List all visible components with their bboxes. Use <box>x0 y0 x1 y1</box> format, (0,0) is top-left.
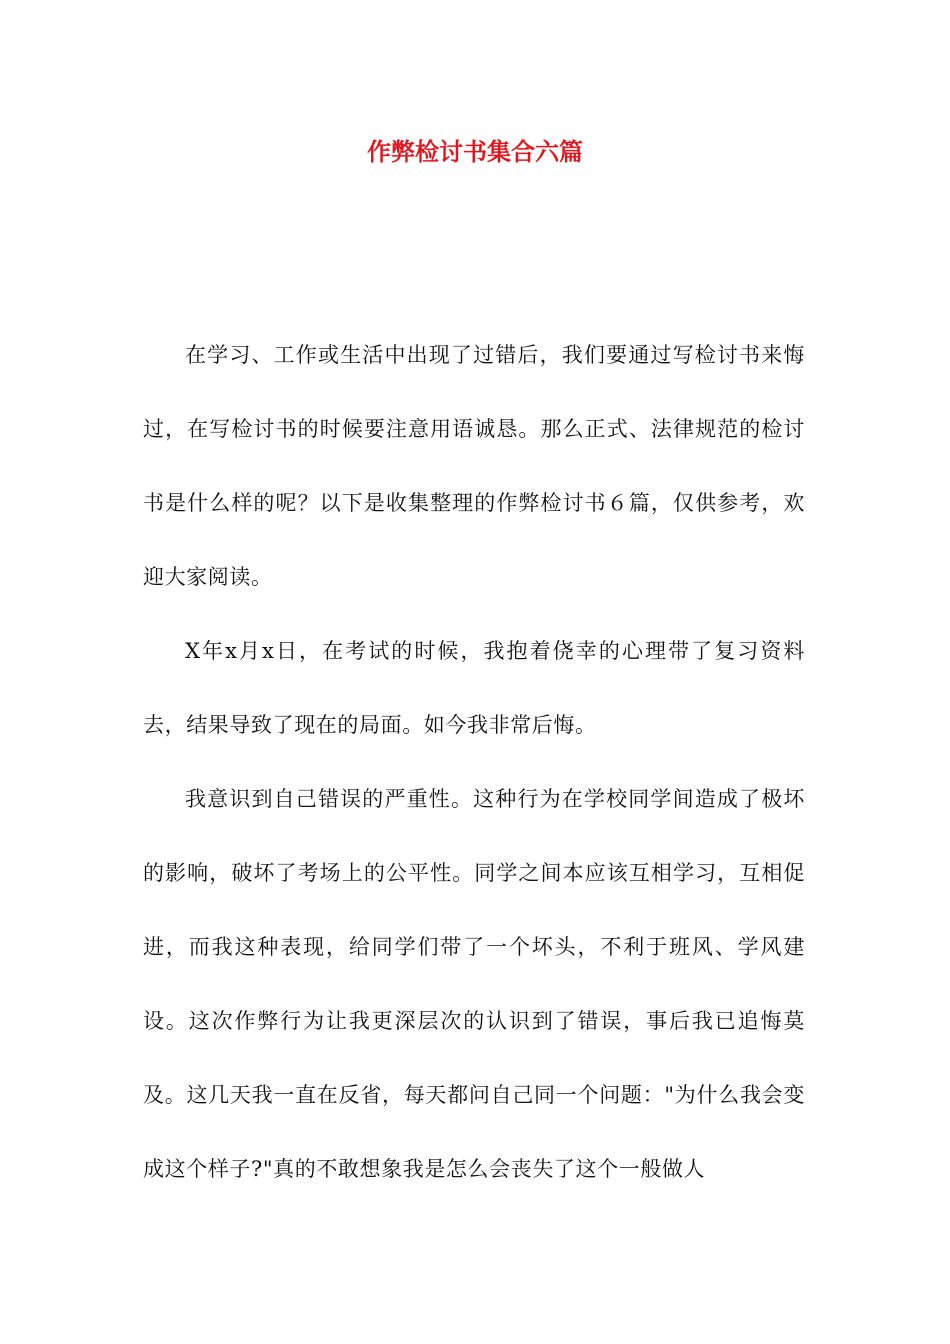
document-body <box>143 318 805 1206</box>
paragraph-reflection: 我意识到自己错误的严重性。这种行为在学校同学间造成了极坏的影响，破坏了考场上的公平性。同学之间本应该互相学习，互相促进，而我这种表现，给同学们带了一个坏头，不利于班风、学风建设。这次作弊行为让我更深层次的认识到了错误，事后我已追悔莫及。这几天我一直在反省，每天都问自己同一个问题："为什么我会变成这个样子?"真的不敢想象我是怎么会丧失了这个一般做人 <box>143 787 805 1181</box>
paragraph-intro: 在学习、工作或生活中出现了过错后，我们要通过写检讨书来悔过，在写检讨书的时候要注意用语诚恳。那么正式、法律规范的检讨书是什么样的呢？以下是收集整理的作弊检讨书６篇，仅供参考，欢迎大家阅读。 <box>143 343 805 589</box>
paragraph-incident: X年x月x日，在考试的时候，我抱着侥幸的心理带了复习资料去，结果导致了现在的局面。如今我非常后悔。 <box>143 639 805 737</box>
document-title: 作弊检讨书集合六篇 <box>367 137 583 166</box>
